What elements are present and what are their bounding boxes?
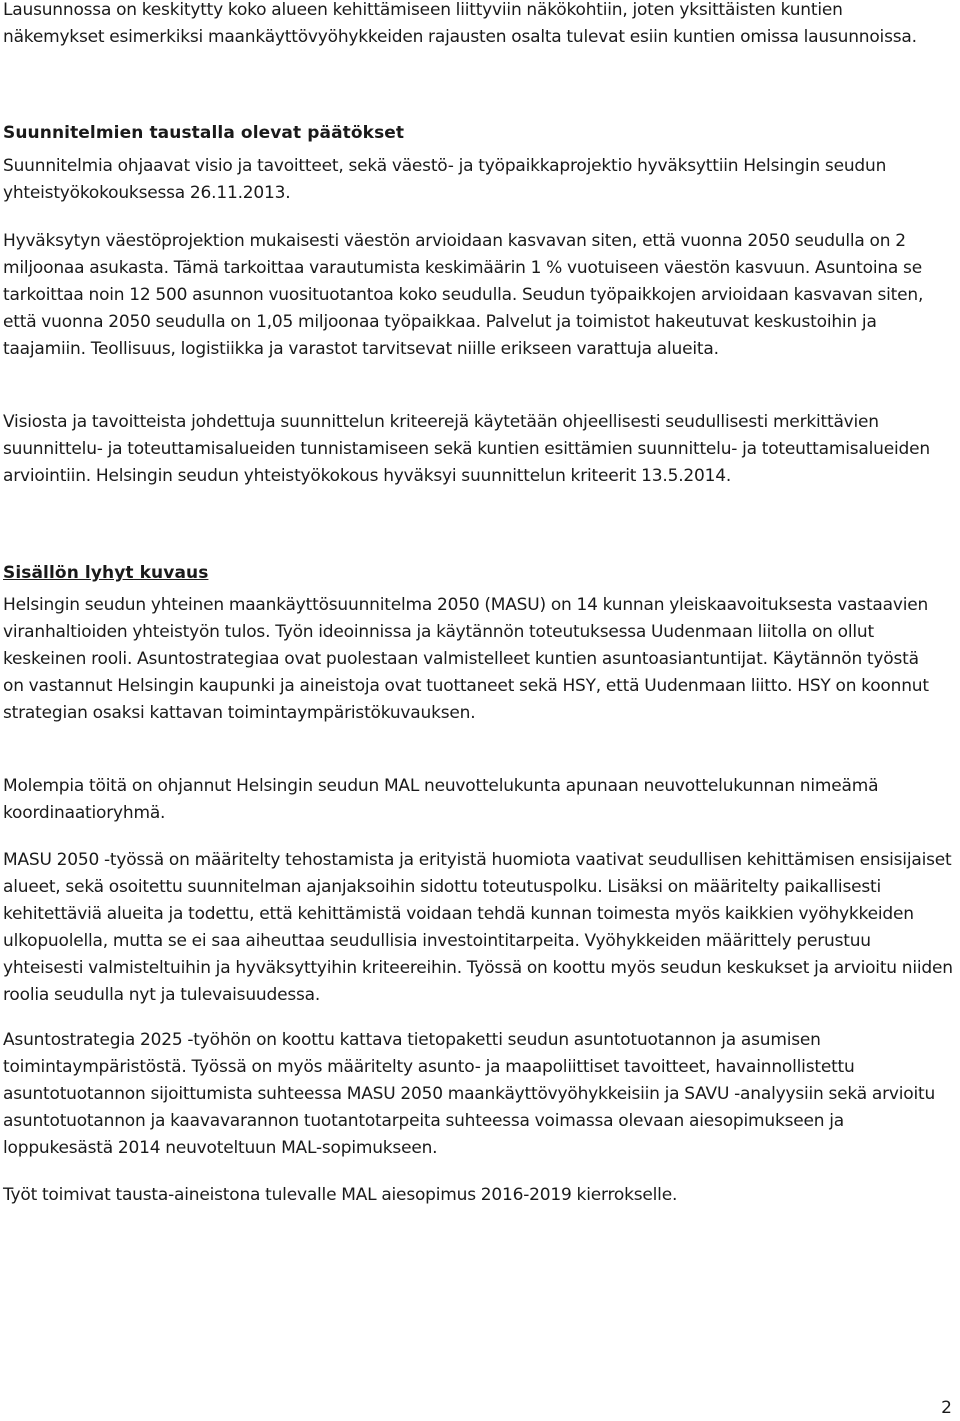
housing-strategy-paragraph: Asuntostrategia 2025 -työhön on koottu kattava tietopaketti seudun asuntotuotannon ja asumisen toimintaympäristöstä. Työssä on myös määritelty asunto- ja maapoliittiset tavoitteet, havainnollistettu asuntotuotannon sijoittumista suhteessa MASU 2050 maankäyttövyöhykkeisiin ja SAVU -analyysiin sekä arvioitu asuntotuotannon ja kaavavarannon tuotantotarpeita suhteessa voimassa olevaan aiesopimukseen ja loppukesästä 2014 neuvoteltuun MAL-sopimukseen.: [3, 1030, 936, 1158]
page-number: 2: [941, 1398, 952, 1418]
masu2050-paragraph: MASU 2050 -työssä on määritelty tehostamista ja erityistä huomiota vaativat seudullisen kehittämisen ensisijaiset alueet, sekä osoitettu suunnitelman ajanjaksoihin sidottu toteutuspolku. Lisäksi on määritelty paikallisesti kehitettäviä alueita ja todettu, että kehittämistä voidaan tehdä kunnan toimesta myös kaikkien vyöhykkeiden ulkopuolella, mutta se ei saa aiheuttaa seudullisia investointitarpeita. Vyöhykkeiden määrittely perustuu yhteisesti valmisteltuihin ja hyväksyttyihin kriteereihin. Työssä on koottu myös seudun keskukset ja arvioitu niiden roolia seudulla nyt ja tulevaisuudessa.: [3, 850, 953, 1005]
masu-paragraph: Helsingin seudun yhteinen maankäyttösuunnitelma 2050 (MASU) on 14 kunnan yleiskaavoituksesta vastaavien viranhaltioiden yhteistyön tulos. Työn ideoinnissa ja käytännön toteutuksessa Uudenmaan liitolla on ollut keskeinen rooli. Asuntostrategiaa ovat puolestaan valmistelleet kuntien asuntoasiantuntijat. Käytännön työstä on vastannut Helsingin kaupunki ja aineistoja ovat tuottaneet sekä HSY, että Uudenmaan liitto. HSY on koonnut strategian osaksi kattavan toimintaympäristökuvauksen.: [3, 595, 929, 723]
intro-paragraph: Lausunnossa on keskitytty koko alueen kehittämiseen liittyviin näkökohtiin, joten yksittäisten kuntien näkemykset esimerkiksi maankäyttövyöhykkeiden rajausten osalta tulevat esiin kuntien omissa lausunnoissa.: [3, 0, 917, 47]
coordination-paragraph: Molempia töitä on ohjannut Helsingin seudun MAL neuvottelukunta apunaan neuvottelukunnan nimeämä koordinaatioryhmä.: [3, 776, 879, 823]
projection-paragraph: Hyväksytyn väestöprojektion mukaisesti väestön arvioidaan kasvavan siten, että vuonna 2050 seudulla on 2 miljoonaa asukasta. Tämä tarkoittaa varautumista keskimäärin 1 % vuotuiseen väestön kasvuun. Asuntoina se tarkoittaa noin 12 500 asunnon vuosituotantoa koko seudulla. Seudun työpaikkojen arvioidaan kasvavan siten, että vuonna 2050 seudulla on 1,05 miljoonaa työpaikkaa. Palvelut ja toimistot hakeutuvat keskustoihin ja taajamiin. Teollisuus, logistiikka ja varastot tarvitsevat niille erikseen varattuja alueita.: [3, 231, 924, 359]
section-heading-decisions: Suunnitelmien taustalla olevat päätökset: [3, 123, 405, 143]
criteria-paragraph: Visiosta ja tavoitteista johdettuja suunnittelun kriteerejä käytetään ohjeellisesti seudullisesti merkittävien suunnittelu- ja toteuttamisalueiden tunnistamiseen sekä kuntien esittämien suunnittelu- ja toteuttamisalueiden arviointiin. Helsingin seudun yhteistyökokous hyväksyi suunnittelun kriteerit 13.5.2014.: [3, 412, 930, 486]
decisions-paragraph: Suunnitelmia ohjaavat visio ja tavoitteet, sekä väestö- ja työpaikkaprojektio hyväksyttiin Helsingin seudun yhteistyökokouksessa 26.11.2013.: [3, 156, 887, 203]
final-paragraph: Työt toimivat tausta-aineistona tulevalle MAL aiesopimus 2016-2019 kierrokselle.: [3, 1185, 678, 1205]
section-heading-summary: Sisällön lyhyt kuvaus: [3, 563, 209, 583]
